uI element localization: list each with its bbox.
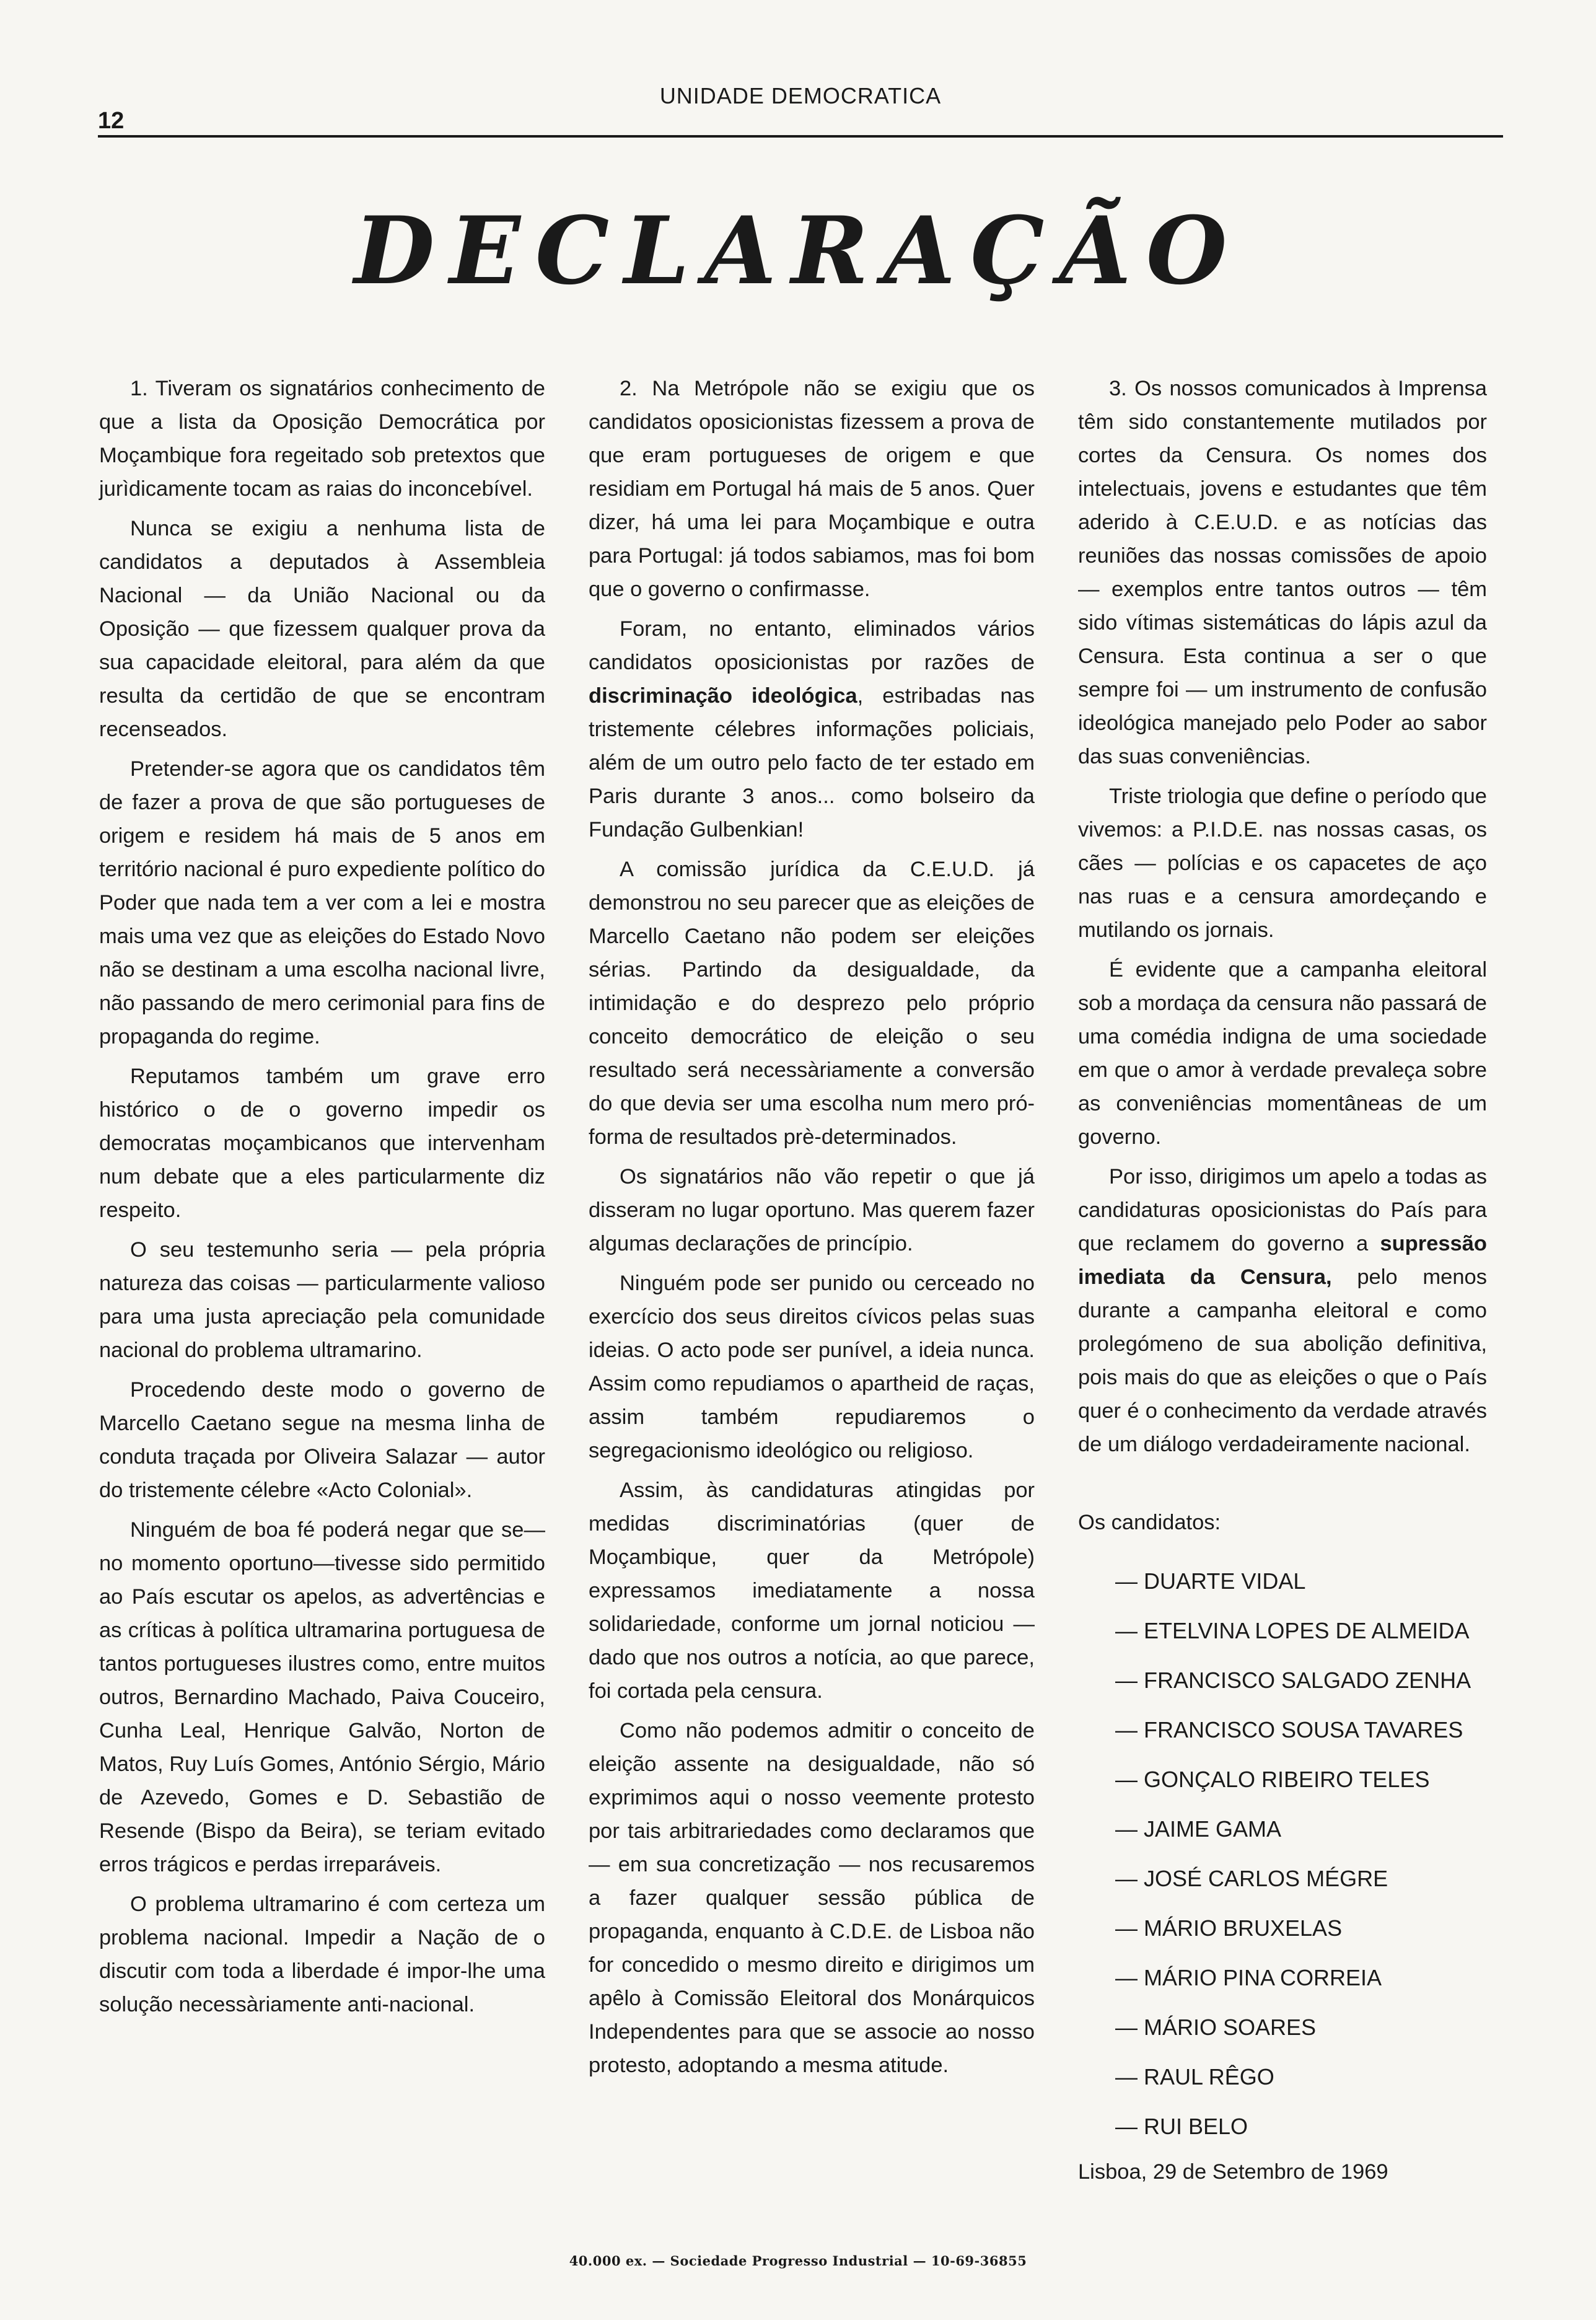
emphasis-text: supressão imediata da Censura,	[1078, 1232, 1487, 1289]
candidate-name: — JAIME GAMA	[1115, 1816, 1282, 1842]
running-head: UNIDADE DEMOCRATICA	[659, 83, 942, 108]
column-3	[1078, 372, 1487, 2189]
candidates-label: Os candidatos:	[1078, 1511, 1221, 1534]
paragraph-text: Por isso, dirigimos um apelo a todas as candidaturas oposicionistas do País para que reclamem do governo a	[1078, 1165, 1487, 1255]
place-date-signature: Lisboa, 29 de Setembro de 1969	[1078, 2160, 1388, 2184]
column-1	[99, 372, 545, 2028]
paragraph: 3. Os nossos comunicados à Imprensa têm sido constantemente mutilados por cortes da Censura. Os nomes dos intelectuais, jovens e estudantes que têm aderido à C.E.U.D. e as notícias das reuniões das nossas comissões de apoio — exemplos entre tantos outros — têm sido vítimas sistemáticas do lápis azul da Censura. Esta continua a ser o que sempre foi — um instrumento de confusão ideológica manejado pelo Poder ao sabor das suas conveniências.	[1078, 377, 1487, 768]
paragraph: Reputamos também um grave erro histórico o de o governo impedir os democratas moçambicanos que intervenham num debate que a eles particularmente diz respeito.	[99, 1065, 545, 1222]
candidate-name: — MÁRIO PINA CORREIA	[1115, 1965, 1382, 1990]
candidates-list	[1078, 1557, 1487, 2151]
paragraph: Procedendo deste modo o governo de Marcello Caetano segue na mesma linha de conduta traçada por Oliveira Salazar — autor do tristemente célebre «Acto Colonial».	[99, 1378, 545, 1502]
emphasis-text: discriminação ideológica	[589, 684, 857, 708]
paragraph: O seu testemunho seria — pela própria natureza das coisas — particularmente valioso para uma justa apreciação pela comunidade nacional do problema ultramarino.	[99, 1238, 545, 1362]
page-header	[98, 83, 1503, 138]
candidate-name: — ETELVINA LOPES DE ALMEIDA	[1115, 1618, 1470, 1643]
candidate-name: — JOSÉ CARLOS MÉGRE	[1115, 1866, 1388, 1891]
print-footer: 40.000 ex. — Sociedade Progresso Industrial — 10-69-36855	[569, 2253, 1027, 2269]
paragraph: Ninguém de boa fé poderá negar que se—no momento oportuno—tivesse sido permitido ao País escutar os apelos, as advertências e as críticas à política ultramarina portuguesa de tantos portugueses ilustres como, entre muitos outros, Bernardino Machado, Paiva Couceiro, Cunha Leal, Henrique Galvão, Norton de Matos, Ruy Luís Gomes, António Sérgio, Mário de Azevedo, Gomes e D. Sebastião de Resende (Bispo da Beira), se teriam evitado erros trágicos e perdas irreparáveis.	[99, 1518, 545, 1876]
paragraph-text: pelo menos durante a campanha eleitoral e como prolegómeno de sua abolição definitiva, pois mais do que as eleições o que o País quer é o conhecimento da verdade através de um diálogo verdadeiramente nacional.	[1078, 1265, 1487, 1456]
page-title: DECLARAÇÃO	[354, 196, 1242, 305]
paragraph: Pretender-se agora que os candidatos têm de fazer a prova de que são portugueses de origem e residem há mais de 5 anos em território nacional é puro expediente político do Poder que nada tem a ver com a lei e mostra mais uma vez que as eleições do Estado Novo não se destinam a uma escolha nacional livre, não passando de mero cerimonial para fins de propaganda do regime.	[99, 757, 545, 1048]
paragraph: Como não podemos admitir o conceito de eleição assente na desigualdade, não só exprimimos aqui o nosso veemente protesto por tais arbitrariedades como declaramos que — em sua concretização — nos recusaremos a fazer qualquer sessão pública de propaganda, enquanto à C.D.E. de Lisboa não for concedido o mesmo direito e dirigimos um apêlo à Comissão Eleitoral dos Monárquicos Independentes para que se associe ao nosso protesto, adoptando a mesma atitude.	[589, 1719, 1035, 2077]
candidate-name: — GONÇALO RIBEIRO TELES	[1115, 1767, 1430, 1792]
paragraph: O problema ultramarino é com certeza um problema nacional. Impedir a Nação de o discutir com toda a liberdade é impor-lhe uma solução necessàriamente anti-nacional.	[99, 1892, 545, 2016]
paragraph: Nunca se exigiu a nenhuma lista de candidatos a deputados à Assembleia Nacional — da União Nacional ou da Oposição — que fizessem qualquer prova da sua capacidade eleitoral, para além da que resulta da certidão de que se encontram recenseados.	[99, 517, 545, 741]
page-number: 12	[98, 108, 125, 134]
paragraph: É evidente que a campanha eleitoral sob a mordaça da censura não passará de uma comédia indigna de uma sociedade em que o amor à verdade prevaleça sobre as conveniências momentâneas de um governo.	[1078, 958, 1487, 1149]
paragraph: Os signatários não vão repetir o que já disseram no lugar oportuno. Mas querem fazer algumas declarações de princípio.	[589, 1165, 1035, 1255]
paragraph-text: Foram, no entanto, eliminados vários candidatos oposicionistas por razões de	[589, 617, 1035, 674]
paragraph: A comissão jurídica da C.E.U.D. já demonstrou no seu parecer que as eleições de Marcello Caetano não podem ser eleições sérias. Partindo da desigualdade, da intimidação e do desprezo pelo próprio conceito democrático de eleição o seu resultado será necessàriamente a conversão do que devia ser uma escolha num mero pró-forma de resultados prè-determinados.	[589, 858, 1035, 1149]
candidate-name: — DUARTE VIDAL	[1115, 1568, 1306, 1594]
paragraph	[1078, 1160, 1487, 1461]
candidate-name: — MÁRIO SOARES	[1115, 2015, 1317, 2040]
paragraph: Assim, às candidaturas atingidas por medidas discriminatórias (quer de Moçambique, quer da Metrópole) expressamos imediatamente a nossa solidariedade, conforme um jornal noticiou — dado que nos outros a notícia, ao que parece, foi cortada pela censura.	[589, 1479, 1035, 1703]
candidate-name: — RAUL RÊGO	[1115, 2064, 1274, 2089]
candidate-name: — FRANCISCO SALGADO ZENHA	[1115, 1668, 1471, 1693]
column-2	[589, 372, 1035, 2088]
paragraph: Triste triologia que define o período que vivemos: a P.I.D.E. nas nossas casas, os cães — polícias e os capacetes de aço nas ruas e a censura amordeçando e mutilando os jornais.	[1078, 784, 1487, 942]
paragraph: 1. Tiveram os signatários conhecimento de que a lista da Oposição Democrática por Moçambique fora regeitado sob pretextos que jurìdicamente tocam as raias do inconcebível.	[99, 377, 545, 501]
candidate-name: — MÁRIO BRUXELAS	[1115, 1915, 1343, 1941]
paragraph-text: , estribadas nas tristemente célebres informações policiais, além de um outro pelo facto de ter estado em Paris durante 3 anos... como bolseiro da Fundação Gulbenkian!	[589, 684, 1035, 841]
candidate-name: — RUI BELO	[1115, 2114, 1248, 2139]
paragraph: Ninguém pode ser punido ou cerceado no exercício dos seus direitos cívicos pelas suas ideias. O acto pode ser punível, a ideia nunca. Assim como repudiamos o apartheid de raças, assim também repudiaremos o segregacionismo ideológico ou religioso.	[589, 1272, 1035, 1462]
paragraph	[589, 612, 1035, 846]
candidate-name: — FRANCISCO SOUSA TAVARES	[1115, 1717, 1463, 1742]
paragraph: 2. Na Metrópole não se exigiu que os candidatos oposicionistas fizessem a prova de que eram portugueses de origem e que residiam em Portugal há mais de 5 anos. Quer dizer, há uma lei para Moçambique e outra para Portugal: já todos sabiamos, mas foi bom que o governo o confirmasse.	[589, 377, 1035, 601]
